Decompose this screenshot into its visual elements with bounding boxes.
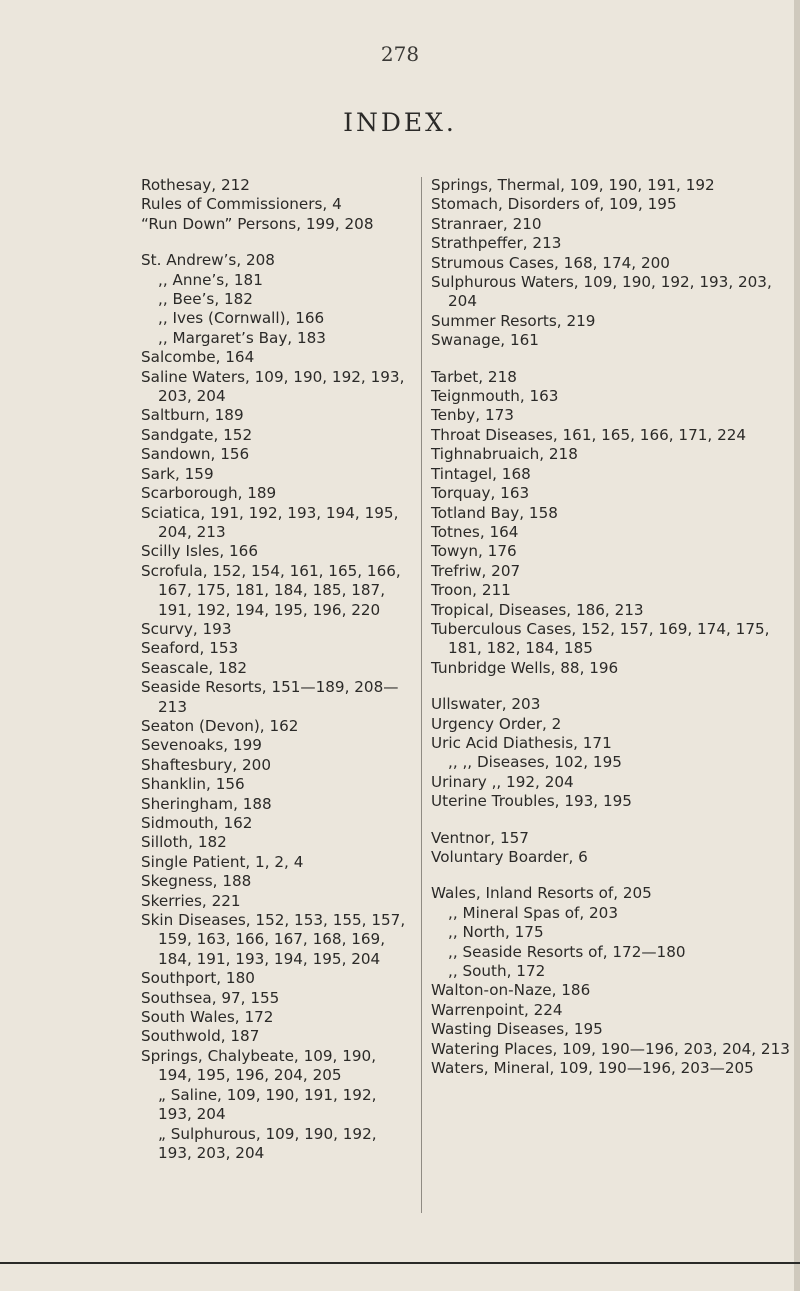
index-subentry: ,, South, 172 <box>448 962 546 981</box>
index-subentry: „ Saline, 109, 190, 191, 192, 193, 204 <box>158 1085 377 1124</box>
index-entry: Wales, Inland Resorts of, 205 <box>431 884 652 903</box>
index-subentry: ,, North, 175 <box>448 923 544 942</box>
index-entry: Strumous Cases, 168, 174, 200 <box>431 253 670 272</box>
section-gap <box>431 867 793 884</box>
index-subentry: „ Sulphurous, 109, 190, 192, 193, 203, 204 <box>158 1124 377 1162</box>
index-entry: Sciatica, 191, 192, 193, 194, 195, 204, 213 <box>141 503 399 541</box>
index-entry: Southwold, 187 <box>141 1027 260 1046</box>
index-column-right <box>431 176 793 1078</box>
index-entry: Skegness, 188 <box>141 872 252 891</box>
index-entry: Tintagel, 168 <box>431 464 531 483</box>
index-entry: Sandgate, 152 <box>141 425 253 444</box>
index-entry: Silloth, 182 <box>141 833 227 852</box>
index-entry: Saltburn, 189 <box>141 406 244 425</box>
index-entry: Scrofula, 152, 154, 161, 165, 166, 167, 175, 181, 184, 185, 187, 191, 192, 194, 195, 196, 220 <box>141 561 401 619</box>
index-entry: Tunbridge Wells, 88, 196 <box>431 658 619 677</box>
index-entry: Torquay, 163 <box>431 484 530 503</box>
index-entry: Wasting Diseases, 195 <box>431 1020 603 1039</box>
index-entry: Strathpeffer, 213 <box>431 234 562 253</box>
index-entry: Scarborough, 189 <box>141 484 277 503</box>
page-edge <box>794 0 800 1291</box>
index-entry: St. Andrew’s, 208 <box>141 251 275 270</box>
index-entry: Seaford, 153 <box>141 639 239 658</box>
index-entry: Totland Bay, 158 <box>431 503 558 522</box>
index-subentry: ,, Bee’s, 182 <box>158 290 253 309</box>
index-entry: Urgency Order, 2 <box>431 714 562 733</box>
index-entry: Watering Places, 109, 190—196, 203, 204, 213 <box>431 1039 790 1058</box>
index-subentry: ,, Margaret’s Bay, 183 <box>158 328 326 347</box>
index-entry: Sidmouth, 162 <box>141 814 253 832</box>
section-gap <box>431 351 793 368</box>
index-subentry: ,, Anne’s, 181 <box>158 270 263 289</box>
index-subentry: ,, Ives (Cornwall), 166 <box>158 309 325 328</box>
index-subentry: ,, Seaside Resorts of, 172—180 <box>448 942 686 961</box>
index-entry: Stranraer, 210 <box>431 214 542 233</box>
index-entry: Skerries, 221 <box>141 891 241 910</box>
index-entry: Teignmouth, 163 <box>431 387 559 406</box>
index-entry: Sulphurous Waters, 109, 190, 192, 193, 203, 204 <box>431 273 772 311</box>
index-column-left <box>141 176 411 1163</box>
page-title: INDEX. <box>343 108 457 137</box>
index-entry: Ventnor, 157 <box>431 828 529 847</box>
index-subentry: ,, Mineral Spas of, 203 <box>448 903 618 922</box>
index-entry: Towyn, 176 <box>431 542 517 561</box>
index-entry: Sevenoaks, 199 <box>141 736 262 755</box>
index-subentry: ,, ,, Diseases, 102, 195 <box>448 753 622 772</box>
bottom-rule <box>0 1262 800 1264</box>
index-entry: Tenby, 173 <box>431 406 514 425</box>
index-entry: Rothesay, 212 <box>141 176 250 194</box>
index-entry: Totnes, 164 <box>431 522 519 541</box>
index-entry: Southport, 180 <box>141 969 255 988</box>
index-entry: Waters, Mineral, 109, 190—196, 203—205 <box>431 1059 754 1078</box>
index-entry: Uric Acid Diathesis, 171 <box>431 733 612 752</box>
index-entry: Tuberculous Cases, 152, 157, 169, 174, 175, 181, 182, 184, 185 <box>431 619 770 658</box>
index-entry: Tarbet, 218 <box>431 367 517 386</box>
index-entry: Sandown, 156 <box>141 445 250 464</box>
index-entry: Single Patient, 1, 2, 4 <box>141 852 304 871</box>
index-entry: Southsea, 97, 155 <box>141 988 280 1007</box>
index-entry: Shanklin, 156 <box>141 775 245 794</box>
index-entry: Seaton (Devon), 162 <box>141 716 299 735</box>
index-entry: Saline Waters, 109, 190, 192, 193, 203, 204 <box>141 367 405 406</box>
index-entry: Tighnabruaich, 218 <box>431 445 578 464</box>
index-entry: Ullswater, 203 <box>431 695 541 714</box>
index-entry: Springs, Thermal, 109, 190, 191, 192 <box>431 176 715 194</box>
index-entry: Rules of Commissioners, 4 <box>141 195 342 214</box>
index-entry: Scurvy, 193 <box>141 619 232 638</box>
index-entry: South Wales, 172 <box>141 1008 274 1027</box>
page-number: 278 <box>380 42 420 66</box>
index-entry: Springs, Chalybeate, 109, 190, 194, 195, 196, 204, 205 <box>141 1046 377 1085</box>
index-entry: Skin Diseases, 152, 153, 155, 157, 159, 163, 166, 167, 168, 169, 184, 191, 193, 194, 195, 204 <box>141 911 406 968</box>
index-entry: Troon, 211 <box>431 581 511 600</box>
index-entry: Seaside Resorts, 151—189, 208—213 <box>141 678 399 716</box>
index-entry: Summer Resorts, 219 <box>431 311 596 330</box>
index-entry: Throat Diseases, 161, 165, 166, 171, 224 <box>431 425 747 444</box>
section-gap <box>141 234 411 251</box>
index-entry: “Run Down” Persons, 199, 208 <box>141 214 374 233</box>
index-entry: Voluntary Boarder, 6 <box>431 848 588 866</box>
index-entry: Seascale, 182 <box>141 658 248 677</box>
index-entry: Salcombe, 164 <box>141 348 255 367</box>
index-entry: Walton-on-Naze, 186 <box>431 981 591 1000</box>
section-gap <box>431 812 793 829</box>
index-entry: Urinary ,, 192, 204 <box>431 772 574 791</box>
index-entry: Scilly Isles, 166 <box>141 542 258 561</box>
index-entry: Sheringham, 188 <box>141 794 272 813</box>
column-divider <box>421 177 422 1213</box>
index-entry: Stomach, Disorders of, 109, 195 <box>431 195 677 214</box>
index-entry: Sark, 159 <box>141 464 214 483</box>
section-gap <box>431 678 793 695</box>
index-entry: Tropical, Diseases, 186, 213 <box>431 600 644 619</box>
index-entry: Uterine Troubles, 193, 195 <box>431 792 632 811</box>
index-entry: Warrenpoint, 224 <box>431 1000 563 1019</box>
index-entry: Swanage, 161 <box>431 331 539 350</box>
index-entry: Trefriw, 207 <box>431 561 521 580</box>
index-entry: Shaftesbury, 200 <box>141 755 272 774</box>
